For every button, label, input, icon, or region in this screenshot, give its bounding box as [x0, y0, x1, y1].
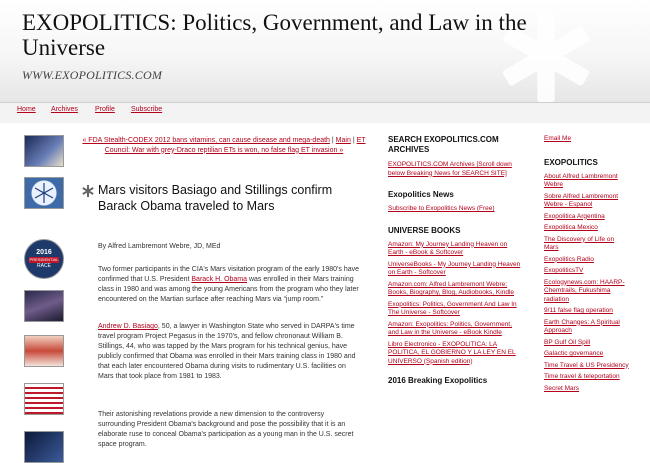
book-link[interactable]: Exopolitics: Politics, Government And Law In The Universe - Softcover	[388, 300, 517, 316]
next-post-link[interactable]: ET Council: War with grey-Draco reptilian ETs is won, no false flag ET invasion »	[104, 137, 366, 154]
badge-race: RACE	[37, 263, 51, 269]
exopolitics-links	[544, 173, 630, 394]
nav-subscribe[interactable]: Subscribe	[131, 106, 163, 113]
thumbnail-image[interactable]	[24, 135, 64, 167]
post-byline: By Alfred Lambremont Webre, JD, MEd	[98, 243, 221, 250]
breaking-heading: 2016 Breaking Exopolitics	[388, 376, 488, 385]
thumbnail-image[interactable]	[24, 431, 64, 463]
sidebar-link[interactable]: Exopolitics Radio	[544, 255, 594, 263]
post-paragraph: Andrew D. Basiago, 50, a lawyer in Washington State who served in DARPA's time travel program Project Pegasus in the 1970's, and fellow chrononaut William B. Stillings, 44, who was tapped by the Mars program for his technical genius, have publicly confirmed that Obama was enrolled in their Mars training class in 1980 and that each later encountered Obama during visits to rudimentary U.S. facilities on Mars that took place from 1981 to 1983.	[98, 323, 356, 380]
sidebar-link[interactable]: ExopoliticsTV	[544, 267, 584, 274]
thumbnail-image[interactable]	[24, 335, 64, 367]
prev-post-link[interactable]: « FDA Stealth-CODEX 2012 bans vitamins, can cause disease and mega-death	[82, 137, 330, 144]
asterisk-bullet-icon	[82, 185, 94, 197]
thumbnail-image[interactable]	[24, 383, 64, 415]
book-link[interactable]: Libro Electronico - EXOPOLITICA: LA POLITICA, EL GOBIERNO Y LA LEY EN EL UNIVERSO (Spanish edition)	[388, 340, 516, 365]
book-link[interactable]: Amazon.com: Alfred Lambremont Webre: Books, Biography, Blog, Audiobooks, Kindle	[388, 280, 514, 296]
post-navigation: « FDA Stealth-CODEX 2012 bans vitamins, can cause disease and mega-death | Main | ET Council: War with grey-Draco reptilian ETs is won, no false flag ET invasion »	[82, 137, 366, 154]
nav-home[interactable]: Home	[17, 106, 36, 113]
sidebar-link[interactable]: Secret Mars	[544, 384, 580, 392]
sidebar-left	[388, 135, 523, 386]
main-link[interactable]: Main	[335, 137, 351, 144]
news-subscribe-link[interactable]: Subscribe to Exopolitics News (Free)	[388, 205, 495, 212]
sidebar-link[interactable]: Exopolitica Argentina	[544, 212, 605, 220]
exopolitics-heading: EXOPOLITICS	[544, 157, 598, 167]
thumbnail-snowflake[interactable]	[24, 177, 64, 209]
books-heading: UNIVERSE BOOKS	[388, 225, 461, 235]
sidebar-link[interactable]: Sobre Alfred Lambremont Webre - Espanol	[544, 192, 619, 208]
nav-bar	[0, 102, 650, 124]
book-link[interactable]: Amazon: My Journey Landing Heaven on Earth - eBook & Softcover	[388, 240, 508, 256]
badge-label: PRESIDENTIAL	[29, 257, 59, 262]
sidebar-link[interactable]: The Discovery of Life on Mars	[544, 235, 615, 251]
obama-link[interactable]: Barack H. Obama	[191, 276, 248, 283]
sidebar-link[interactable]: BP Gulf Oil Spill	[544, 338, 591, 346]
email-me-link[interactable]: Email Me	[544, 135, 572, 142]
nav-archives[interactable]: Archives	[51, 106, 78, 113]
sidebar-link[interactable]: Earth Changes: A Spiritual Approach	[544, 318, 620, 334]
basiago-link[interactable]: Andrew D. Basiago	[98, 323, 158, 330]
post-paragraph: Their astonishing revelations provide a new dimension to the controversy surrounding President Obama's background and pose the possibility that it is an elaborate ruse to conceal Obama's participation as a young man in the U.S. secret space program.	[98, 411, 354, 448]
site-url: WWW.EXOPOLITICS.COM	[22, 68, 163, 82]
nav-profile[interactable]: Profile	[95, 106, 115, 113]
book-link[interactable]: UniverseBooks - My Journey Landing Heaven on Earth - Softcover	[388, 260, 521, 276]
sidebar-right	[544, 135, 630, 393]
post-paragraph: Two former participants in the CIA's Mars visitation program of the early 1980's have confirmed that U.S. President Barack H. Obama was enrolled in their Mars training class in 1980 and was among the young Americans from the program who they later encountered on the Martian surface after reaching Mars via “jump room.”	[98, 266, 360, 303]
book-link[interactable]: Amazon: Exopolitics: Politics, Government, and Law in the Universe - eBook Kindle	[388, 320, 512, 336]
archives-link[interactable]: EXOPOLITICS.COM Archives [Scroll down below Breaking News for SEARCH SITE]	[388, 161, 512, 177]
header-banner	[0, 0, 650, 102]
thumbnail-image[interactable]	[24, 290, 64, 322]
post-title[interactable]: Mars visitors Basiago and Stillings confirm Barack Obama traveled to Mars	[98, 183, 333, 213]
sidebar-link[interactable]: About Alfred Lambremont Webre	[544, 172, 618, 188]
sidebar-link[interactable]: Ecologynews.com: HAARP-Chemtrails, Fukushima radiation	[544, 278, 625, 303]
site-title[interactable]: EXOPOLITICS: Politics, Government, and Law in the Universe	[22, 10, 527, 60]
badge-year: 2016	[36, 249, 52, 256]
main-column	[82, 136, 366, 448]
presidential-race-badge[interactable]	[24, 239, 64, 279]
sidebar-link[interactable]: Galactic governance	[544, 350, 604, 357]
content-area	[0, 123, 650, 452]
news-heading: Exopolitics News	[388, 190, 454, 199]
sidebar-link[interactable]: Exopolitica Mexico	[544, 224, 598, 231]
snowflake-icon	[25, 178, 63, 208]
sidebar-link[interactable]: Time Travel & US Presidency	[544, 361, 629, 369]
search-archives-heading: SEARCH EXOPOLITICS.COM ARCHIVES	[388, 135, 499, 154]
sidebar-link[interactable]: 9/11 false flag operation	[544, 307, 613, 314]
sidebar-link[interactable]: Time travel & teleportation	[544, 373, 620, 380]
